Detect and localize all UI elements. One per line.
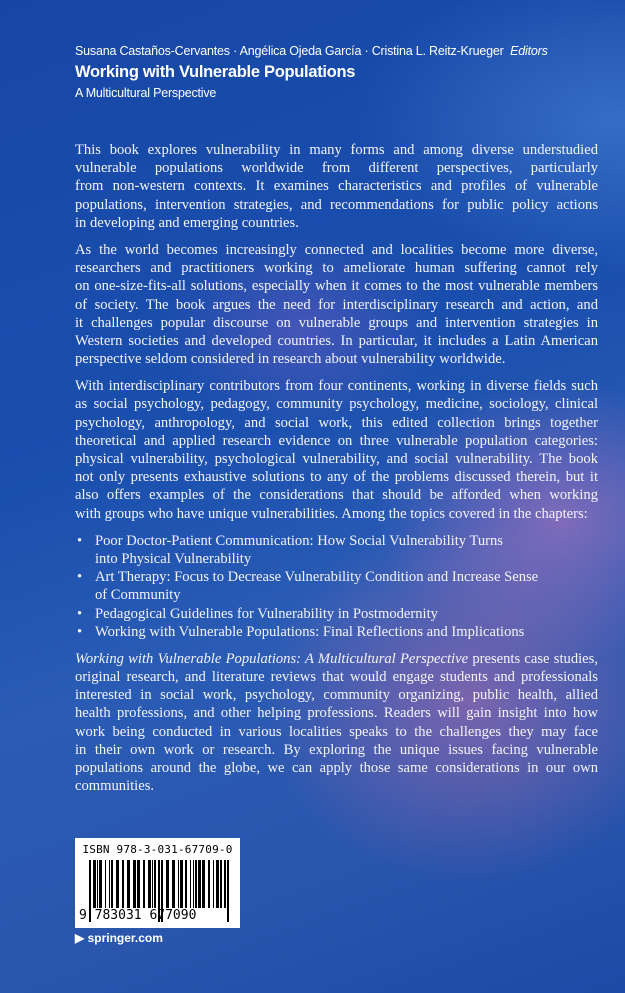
arrow-icon: ▶	[75, 931, 85, 945]
text-line: Working with Vulnerable Populations: Final Reflections and Implications	[95, 623, 525, 640]
book-subtitle: A Multicultural Perspective	[75, 86, 217, 100]
text-line: perspective seldom considered in research about vulnerability worldwide.	[75, 351, 506, 368]
barcode-bar	[190, 860, 191, 908]
barcode-bar	[152, 860, 153, 908]
text-line: Pedagogical Guidelines for Vulnerability in Postmodernity	[95, 605, 438, 622]
barcode-bar	[180, 860, 183, 908]
springer-link[interactable]	[75, 931, 163, 945]
barcode-bar	[216, 860, 219, 908]
website: springer.com	[87, 931, 163, 945]
barcode-bar	[202, 860, 205, 908]
text-line: original research, and literature reviews that would engage students and professionals	[75, 669, 598, 686]
text-line: also offers examples of the considerations that should be afforded when working	[75, 487, 598, 504]
topic-list	[75, 532, 598, 641]
text-line: vulnerable populations worldwide from different perspectives, particularly	[75, 160, 598, 177]
text-line: with groups who have unique vulnerabilities. Among the topics covered in the chapters:	[75, 505, 588, 522]
barcode-bar	[105, 860, 106, 908]
barcode-bar	[213, 860, 214, 908]
isbn-text: ISBN 978-3-031-67709-0	[82, 843, 233, 856]
text-line: physical vulnerability, psychological vulnerability, and social vulnerability. The book	[75, 451, 598, 467]
editors-label: Editors	[510, 44, 548, 58]
barcode-bar	[166, 860, 169, 908]
paragraph	[75, 241, 598, 368]
barcode-bar	[224, 860, 226, 908]
barcode-bar	[227, 860, 229, 922]
text-line: in developing and emerging countries.	[75, 214, 299, 231]
barcode-bar	[133, 860, 136, 908]
text-line: into Physical Vulnerability	[95, 550, 252, 567]
text-line: populations around the globe, we can apply those same considerations in our own	[75, 760, 598, 776]
text-line: As the world becomes increasingly connected and localities become more diverse,	[75, 241, 598, 258]
barcode-bar	[148, 860, 151, 908]
text-line: health professions, and other helping professions. Readers will gain insight into how	[75, 705, 598, 722]
blurb	[75, 141, 598, 804]
topic-item	[75, 605, 598, 623]
barcode-bar	[208, 860, 210, 908]
barcode-bar	[137, 860, 140, 908]
text-line: interested in social work, psychology, community organizing, public health, allied	[75, 687, 598, 704]
barcode-bar	[109, 860, 110, 908]
text-line: on one-size-fits-all solutions, especially when it comes to the most vulnerable members	[75, 278, 598, 295]
paragraph	[75, 141, 598, 232]
bullet-icon: •	[77, 623, 83, 640]
barcode-bar	[97, 860, 98, 908]
book-title: Working with Vulnerable Populations	[75, 63, 356, 81]
text-line: of society. The book argues the need for interdisciplinary research and action, and	[75, 296, 598, 313]
isbn-barcode	[75, 838, 240, 928]
text-line: theoretical and applied research evidence on three vulnerable population categories:	[75, 432, 598, 449]
barcode-bar	[198, 860, 201, 908]
barcode-bar	[185, 860, 187, 908]
text-line: in their own work or research. By exploring the unique issues facing vulnerable	[75, 741, 598, 758]
barcode-bar	[154, 860, 156, 908]
text-line: psychology, anthropology, and social work, this edited collection brings together	[75, 414, 598, 431]
closing-paragraph	[75, 650, 598, 796]
bullet-icon: •	[77, 569, 83, 586]
text-line: communities.	[75, 778, 155, 795]
barcode-bar	[111, 860, 113, 908]
barcode-bar	[172, 860, 175, 908]
barcode-bar	[99, 860, 102, 908]
text-line: as social psychology, pedagogy, community psychology, medicine, sociology, clinical	[75, 396, 598, 413]
italic-book-title: Working with Vulnerable Populations: A Multicultural Perspective	[75, 650, 469, 667]
barcode-bar	[143, 860, 145, 908]
text-line: This book explores vulnerability in many forms and among diverse understudied	[75, 142, 598, 158]
text-line: With interdisciplinary contributors from four continents, working in diverse fields such	[75, 378, 598, 395]
barcode-bar	[122, 860, 124, 908]
closing-line: presents case studies,	[468, 650, 598, 667]
cover-header	[75, 44, 548, 100]
text-line: Western societies and developed countries. In particular, it includes a Latin American	[75, 332, 598, 349]
paragraph	[75, 377, 598, 523]
barcode-bar	[178, 860, 179, 908]
text-line: populations, intervention strategies, and recommendations for public policy actions	[75, 196, 598, 213]
text-line: Poor Doctor-Patient Communication: How Social Vulnerability Turns	[95, 532, 503, 549]
bullet-icon: •	[77, 605, 83, 622]
barcode-bar	[127, 860, 130, 908]
text-line: of Community	[95, 587, 181, 604]
topic-item	[75, 623, 598, 641]
barcode-bar	[195, 860, 197, 908]
text-line: not only presents exhaustive solutions to any of the problems discussed therein, but it	[75, 469, 598, 486]
authors: Susana Castaños-Cervantes · Angélica Ojeda García · Cristina L. Reitz-Krueger	[75, 44, 504, 58]
barcode-bar	[193, 860, 194, 908]
text-line: it challenges popular discourse on vulnerable groups and intervention strategies in	[75, 314, 598, 331]
bullet-icon: •	[77, 532, 83, 549]
text-line: researchers and practitioners working to ameliorate human suffering cannot rely	[75, 260, 598, 277]
topic-item	[75, 568, 598, 604]
text-line: work being conducted in various localities speaks to the challenges they may face	[75, 723, 598, 740]
topic-item	[75, 532, 598, 568]
barcode-digits: 9 783031 677090	[79, 908, 197, 923]
barcode-bar	[116, 860, 119, 908]
editors-line	[75, 44, 548, 58]
text-line: Art Therapy: Focus to Decrease Vulnerability Condition and Increase Sense	[95, 569, 539, 586]
barcode-bar	[93, 860, 96, 908]
barcode-bar	[220, 860, 222, 908]
text-line: from non-western contexts. It examines characteristics and profiles of vulnerable	[75, 178, 598, 195]
